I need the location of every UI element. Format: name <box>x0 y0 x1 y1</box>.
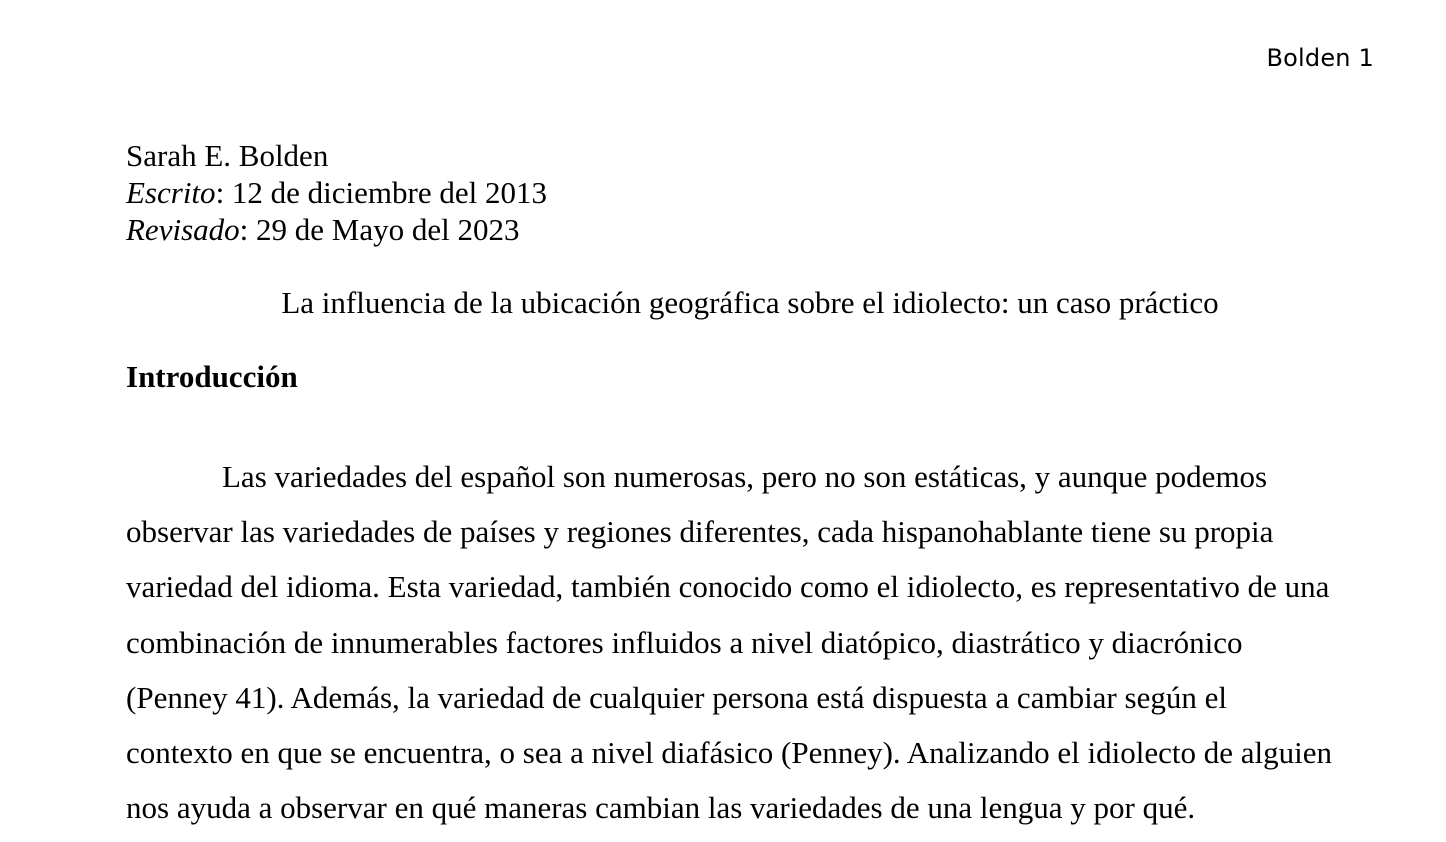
page-header-label: Bolden 1 <box>1266 44 1374 72</box>
paragraph-line: nos ayuda a observar en qué maneras cambian las variedades de una lengua y por qué. <box>126 790 1196 826</box>
written-date-line <box>126 174 547 211</box>
written-date: : 12 de diciembre del 2013 <box>215 175 547 210</box>
section-heading: Introducción <box>126 359 298 394</box>
paragraph-line: Las variedades del español son numerosas, pero no son estáticas, y aunque podemos <box>222 459 1268 494</box>
revised-date: : 29 de Mayo del 2023 <box>239 212 520 247</box>
paragraph-line: variedad del idioma. Esta variedad, también conocido como el idiolecto, es representativo de una <box>126 569 1330 605</box>
paragraph-line: contexto en que se encuentra, o sea a nivel diafásico (Penney). Analizando el idiolecto de alguien <box>126 735 1332 771</box>
written-label: Escrito <box>126 175 216 210</box>
paragraph-line: (Penney 41). Además, la variedad de cualquier persona está dispuesta a cambiar según el <box>126 679 1227 715</box>
revised-label: Revisado <box>126 212 240 247</box>
paragraph-line: observar las variedades de países y regiones diferentes, cada hispanohablante tiene su propia <box>126 514 1274 550</box>
author-block <box>126 137 547 248</box>
body-paragraph <box>126 449 1376 835</box>
paragraph-line: combinación de innumerables factores influidos a nivel diatópico, diastrático y diacrónico <box>126 624 1243 660</box>
author-name: Sarah E. Bolden <box>126 138 329 173</box>
document-title: La influencia de la ubicación geográfica sobre el idiolecto: un caso práctico <box>281 285 1219 320</box>
revised-date-line <box>126 211 547 248</box>
